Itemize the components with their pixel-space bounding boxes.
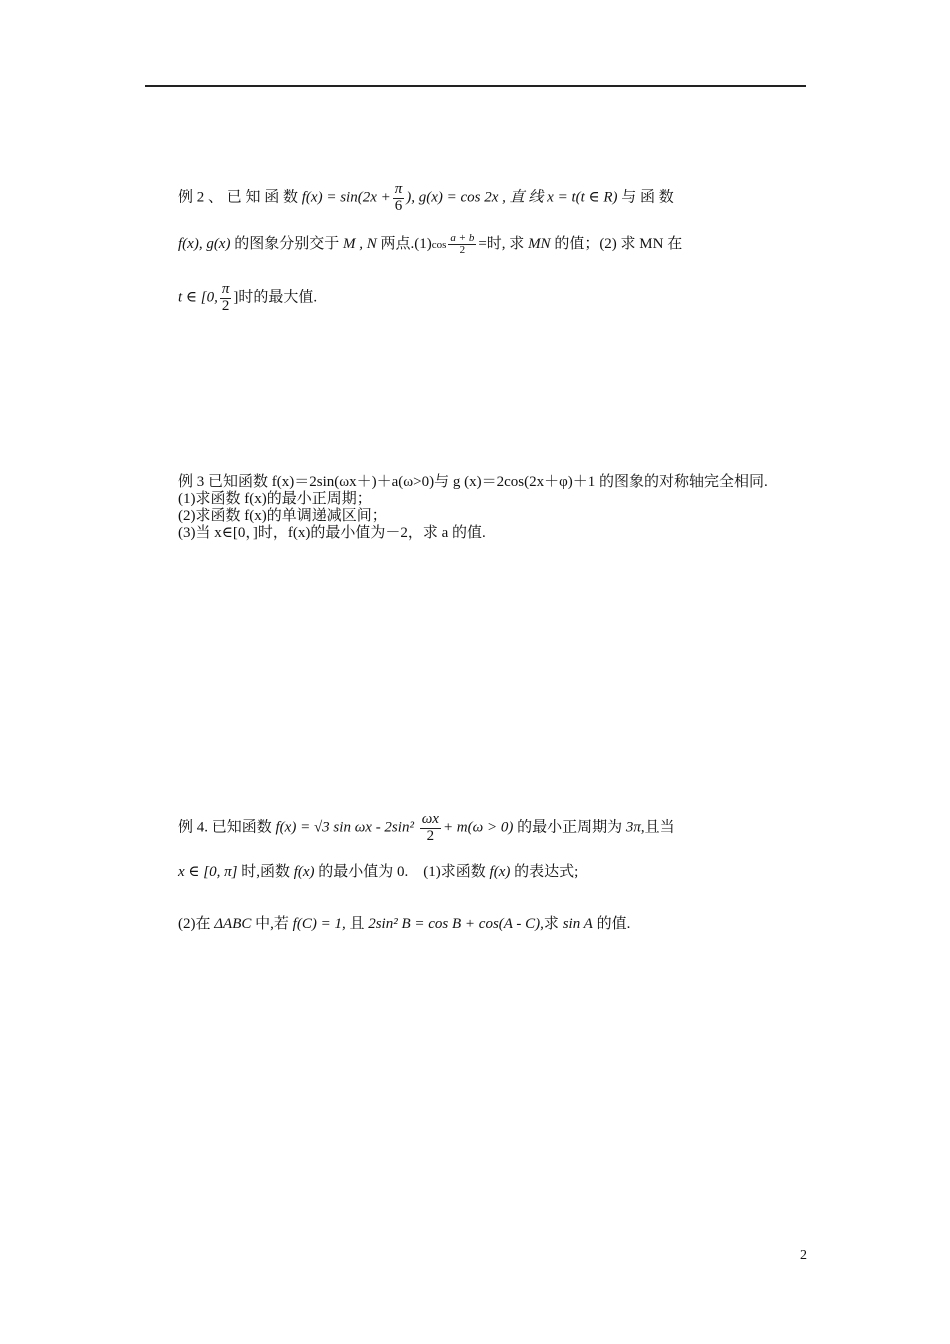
- text: 时,函数: [241, 864, 290, 880]
- formula: sin A: [562, 916, 593, 932]
- formula: x ∈ [0, π]: [178, 864, 238, 880]
- text: (2)在: [178, 916, 211, 932]
- text: 的值；(2) 求 MN 在: [554, 236, 683, 252]
- text: =时, 求: [478, 236, 525, 252]
- formula: MN: [528, 236, 551, 252]
- text: ,且当: [640, 819, 675, 836]
- text: 例 4. 已知函数: [178, 819, 272, 836]
- formula: 2sin² B = cos B + cos(A - C): [368, 916, 541, 932]
- example-4-line-3: [178, 912, 630, 933]
- fraction: $\frac{\pi}{2}$: [221, 281, 230, 314]
- formula: f(x) = √3 sin ωx - 2sin²: [275, 819, 418, 836]
- formula: x = t(t ∈ R): [547, 189, 618, 206]
- fraction: $\frac{\pi}{6}$: [394, 181, 403, 214]
- text: 中,若: [255, 916, 289, 932]
- example-2-line-3: [178, 282, 317, 315]
- formula: f(x): [293, 864, 315, 880]
- text: ]时的最大值.: [233, 289, 318, 306]
- formula: t ∈ [0,: [178, 289, 218, 306]
- formula: ), g(x) = cos 2x , 直 线: [406, 189, 544, 206]
- header-rule: [145, 85, 806, 87]
- example-2-line-1: [178, 182, 674, 215]
- fraction: $\frac{a + b}{2}$: [450, 231, 475, 257]
- formula: M , N: [342, 236, 377, 252]
- formula: + m(ω > 0): [442, 819, 514, 836]
- example-3-line-4: (3)当 x∈[0，]时，f(x)的最小值为－2，求 a 的值.: [178, 525, 486, 541]
- text: 与 函 数: [621, 189, 674, 206]
- cos-text: cos: [431, 239, 447, 251]
- page-number: 2: [800, 1248, 807, 1263]
- text: 的值.: [596, 916, 631, 932]
- text: 的最小正周期为: [517, 819, 623, 836]
- example-3-line-3: (2)求函数 f(x)的单调递减区间；: [178, 508, 387, 524]
- example-4-line-2: [178, 860, 578, 881]
- formula: f(C) = 1,: [292, 916, 346, 932]
- formula: ΔABC: [214, 916, 252, 932]
- text: 的最小值为 0. (1)求函数: [318, 864, 486, 880]
- text: 的表达式;: [514, 864, 579, 880]
- example-3-line-2: (1)求函数 f(x)的最小正周期；: [178, 491, 372, 507]
- text: ,求: [540, 916, 559, 932]
- text: 两点.(1): [380, 236, 432, 252]
- formula: f(x), g(x): [178, 236, 231, 252]
- text: 的图象分别交于: [234, 236, 340, 252]
- formula: 3π: [625, 819, 641, 836]
- text: 例 2 、 已 知 函 数: [178, 189, 299, 206]
- example-4-line-1: [178, 812, 675, 845]
- formula: f(x) = sin(2x +: [301, 189, 391, 206]
- fraction: $\frac{\omega x}{2}$: [421, 811, 439, 844]
- example-2-line-2: [178, 232, 682, 257]
- example-3: [178, 474, 808, 542]
- formula: f(x): [489, 864, 511, 880]
- example-3-line-1: 例 3 已知函数 f(x)＝2sin(ωx＋)＋a(ω>0)与 g (x)＝2cos(2x＋φ)＋1 的图象的对称轴完全相同.: [178, 474, 768, 490]
- text: 且: [349, 916, 365, 932]
